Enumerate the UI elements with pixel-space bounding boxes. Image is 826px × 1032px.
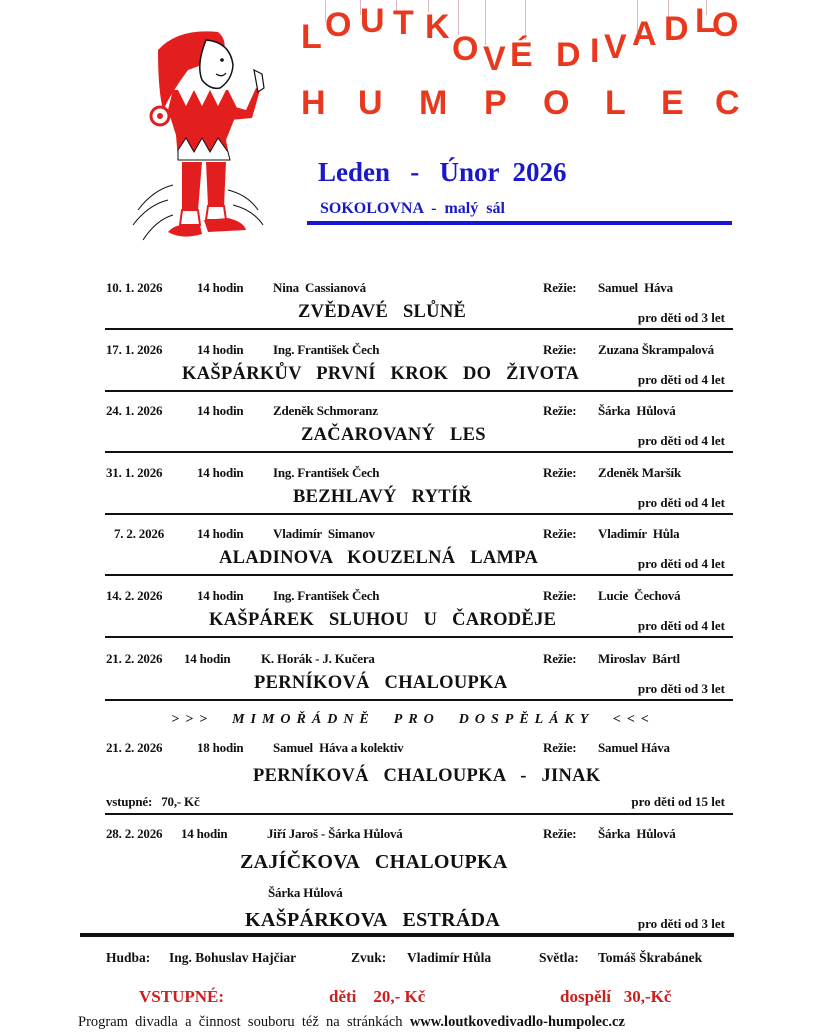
performance-author: Vladimír Simanov xyxy=(273,526,375,541)
footer-note xyxy=(78,1014,625,1031)
title-letter: V xyxy=(604,28,627,66)
title-letter: A xyxy=(632,15,657,53)
performance-author: Ing. František Čech xyxy=(273,465,380,480)
age-recommendation: pro děti od 4 let xyxy=(637,618,725,633)
director-label: Režie: xyxy=(543,280,577,295)
performance-title: KAŠPÁRKŮV PRVNÍ KROK DO ŽIVOTA xyxy=(182,364,580,384)
performance-title: ZAČAROVANÝ LES xyxy=(301,425,486,445)
performance-date: 7. 2. 2026 xyxy=(114,526,165,541)
performance-date: 14. 2. 2026 xyxy=(106,588,163,603)
row-divider xyxy=(105,574,733,576)
performance-author: K. Horák - J. Kučera xyxy=(261,651,375,666)
row-divider xyxy=(105,636,733,638)
director-label: Režie: xyxy=(543,740,577,755)
performance-author: Ing. František Čech xyxy=(273,342,380,357)
title-letter: T xyxy=(393,4,414,42)
admission-price: vstupné: 70,- Kč xyxy=(106,794,200,809)
season-period: Leden - Únor 2026 xyxy=(318,157,567,187)
sound-label: Zvuk: xyxy=(351,950,387,965)
row-divider xyxy=(105,390,733,392)
director-label: Režie: xyxy=(543,588,577,603)
performance-director: Miroslav Bártl xyxy=(598,651,680,666)
city-letter: L xyxy=(605,84,626,122)
performance-title: ALADINOVA KOUZELNÁ LAMPA xyxy=(219,548,539,568)
performance-author: Ing. František Čech xyxy=(273,588,380,603)
puppet-string xyxy=(485,0,486,45)
performance-director: Šárka Hůlová xyxy=(598,403,676,418)
director-label: Režie: xyxy=(543,651,577,666)
performance-director: Vladimír Hůla xyxy=(598,526,680,541)
title-letter: O xyxy=(452,30,479,68)
performance-date: 21. 2. 2026 xyxy=(106,651,163,666)
title-letter: I xyxy=(590,32,600,70)
music-label: Hudba: xyxy=(106,950,151,965)
performance-title: PERNÍKOVÁ CHALOUPKA xyxy=(254,673,508,693)
age-recommendation: pro děti od 15 let xyxy=(631,794,725,809)
children-price: děti 20,- Kč xyxy=(329,987,426,1006)
performance-author: Samuel Háva a kolektiv xyxy=(273,740,404,755)
director-label: Režie: xyxy=(543,403,577,418)
performance-time: 18 hodin xyxy=(197,740,244,755)
admission-label: VSTUPNÉ: xyxy=(139,987,225,1006)
city-letter: U xyxy=(358,84,383,122)
performance-author: Jiří Jaroš - Šárka Hůlová xyxy=(267,826,403,841)
section-divider xyxy=(80,933,734,937)
website-link[interactable]: www.loutkovedivadlo-humpolec.cz xyxy=(409,1014,625,1030)
director-label: Režie: xyxy=(543,465,577,480)
title-letter: D xyxy=(556,36,581,74)
row-divider xyxy=(105,699,733,701)
age-recommendation: pro děti od 4 let xyxy=(637,556,725,571)
sound-credit: Vladimír Hůla xyxy=(407,950,492,965)
special-banner: >>> MIMOŘÁDNĚ PRO DOSPĚLÁKY <<< xyxy=(171,712,655,727)
performance-date: 10. 1. 2026 xyxy=(106,280,163,295)
age-recommendation: pro děti od 4 let xyxy=(637,372,725,387)
title-letter: D xyxy=(664,10,689,48)
title-letter: K xyxy=(425,8,450,46)
performance-director: Lucie Čechová xyxy=(598,588,681,603)
performance-author: Šárka Hůlová xyxy=(268,885,343,900)
city-letter: C xyxy=(715,84,740,122)
performance-time: 14 hodin xyxy=(197,465,244,480)
performance-title: PERNÍKOVÁ CHALOUPKA - JINAK xyxy=(253,766,601,786)
performance-author: Nina Cassianová xyxy=(273,280,366,295)
performance-date: 24. 1. 2026 xyxy=(106,403,163,418)
venue: SOKOLOVNA - malý sál xyxy=(320,200,505,217)
title-letter: V xyxy=(483,40,506,78)
lights-credit: Tomáš Škrabánek xyxy=(598,950,703,965)
jester-mascot-illustration xyxy=(118,10,268,250)
row-divider xyxy=(105,813,733,815)
performance-date: 17. 1. 2026 xyxy=(106,342,163,357)
performance-director: Šárka Hůlová xyxy=(598,826,676,841)
performance-author: Zdeněk Schmoranz xyxy=(273,403,378,418)
director-label: Režie: xyxy=(543,526,577,541)
performance-time: 14 hodin xyxy=(197,403,244,418)
city-letter: H xyxy=(301,84,326,122)
lights-label: Světla: xyxy=(539,950,579,965)
adult-price: dospělí 30,-Kč xyxy=(560,987,672,1006)
performance-director: Zdeněk Maršík xyxy=(598,465,681,480)
performance-title: KAŠPÁREK SLUHOU U ČARODĚJE xyxy=(209,610,557,630)
performance-title: ZAJÍČKOVA CHALOUPKA xyxy=(240,851,508,873)
performance-director: Samuel Háva xyxy=(598,740,670,755)
header-divider xyxy=(307,221,732,225)
performance-date: 28. 2. 2026 xyxy=(106,826,163,841)
row-divider xyxy=(105,451,733,453)
row-divider xyxy=(105,328,733,330)
music-credit: Ing. Bohuslav Hajčiar xyxy=(169,950,297,965)
performance-date: 21. 2. 2026 xyxy=(106,740,163,755)
performance-time: 14 hodin xyxy=(197,588,244,603)
performance-time: 14 hodin xyxy=(197,526,244,541)
title-letter: L xyxy=(695,2,716,40)
performance-director: Zuzana Škrampalová xyxy=(598,342,714,357)
performance-time: 14 hodin xyxy=(181,826,228,841)
director-label: Režie: xyxy=(543,826,577,841)
city-letter: P xyxy=(484,84,507,122)
performance-title: ZVĚDAVÉ SLŮNĚ xyxy=(298,302,467,322)
performance-date: 31. 1. 2026 xyxy=(106,465,163,480)
performance-time: 14 hodin xyxy=(197,342,244,357)
title-letter: É xyxy=(510,36,533,74)
performance-director: Samuel Háva xyxy=(598,280,673,295)
age-recommendation: pro děti od 3 let xyxy=(637,310,725,325)
age-recommendation: pro děti od 4 let xyxy=(637,495,725,510)
age-recommendation: pro děti od 4 let xyxy=(637,433,725,448)
city-letter: M xyxy=(419,84,448,122)
age-recommendation: pro děti od 3 let xyxy=(637,916,725,931)
row-divider xyxy=(105,513,733,515)
city-letter: O xyxy=(543,84,570,122)
performance-time: 14 hodin xyxy=(184,651,231,666)
title-letter: O xyxy=(325,6,352,44)
title-letter: U xyxy=(360,2,385,40)
title-letter: O xyxy=(712,6,739,44)
director-label: Režie: xyxy=(543,342,577,357)
performance-title: BEZHLAVÝ RYTÍŘ xyxy=(293,487,473,507)
title-letter: L xyxy=(301,18,322,56)
performance-time: 14 hodin xyxy=(197,280,244,295)
performance-title: KAŠPÁRKOVA ESTRÁDA xyxy=(245,909,501,931)
city-letter: E xyxy=(661,84,684,122)
age-recommendation: pro děti od 3 let xyxy=(637,681,725,696)
footer-text: Program divadla a činnost souboru též na stránkách xyxy=(78,1014,410,1030)
puppet-string xyxy=(525,0,526,40)
